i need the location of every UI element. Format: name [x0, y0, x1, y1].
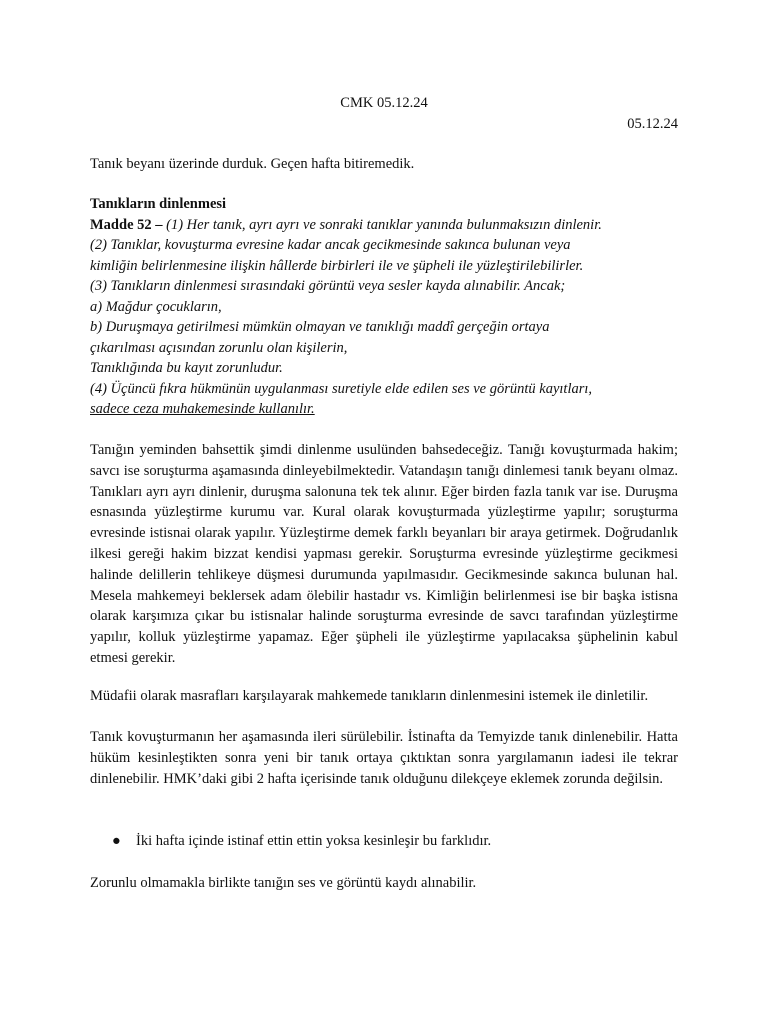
article-line-8: Tanıklığında bu kayıt zorunludur.	[90, 360, 283, 376]
article-line-7: çıkarılması açısından zorunlu olan kişilerin,	[90, 339, 348, 356]
article-line-4: (3) Tanıkların dinlenmesi sırasındaki görüntü veya sesler kayda alınabilir. Ancak;	[90, 278, 566, 294]
article-line-2: (2) Tanıklar, kovuşturma evresine kadar ancak gecikmesinde sakınca bulunan veya	[90, 237, 571, 253]
paragraph-witness-procedure: Tanığın yeminden bahsettik şimdi dinlenme usulünden bahsedeceğiz. Tanığı kovuşturmada hakim; savcı ise soruşturma aşamasında dinleyebilmektedir. Vatandaşın tanığı dinlemesi tanık beyanı olmaz. Tanıkları ayrı ayrı dinlenir, duruşma salonuna tek tek alınır. Eğer birden fazla tanık var ise. Duruşma esnasında yüzleştirme kurumu var. Kural olarak kovuşturmada yüzleştirme yapılır; soruşturma evresinde istisnai olarak yapılır. Yüzleştirme demek farklı beyanları bir araya getirmek. Doğrudanlık ilkesi gereği hakim bizzat kendisi yapması gerekir. Soruşturma evresinde yüzleştirme gecikmesi halinde delillerin tehlikeye düşmesi durumunda yapılmasıdır. Gecikmesinde sakınca bulunan hal. Mesela mahkemeyi beklersek adam ölebilir hastadır vs. Kimliğin belirlenmesi ise bir başka istisna olarak karşımıza çıkar bu istisnalar halinde soruşturma evresinde de savcı tarafından yüzleştirme yapılır, kolluk yüzleştirme yapamaz. Eğer şüpheli ile yüzleştirme yapılacaksa şüphelinin kabul etmesi gerekir.	[90, 442, 678, 666]
article-line-10: sadece ceza muhakemesinde kullanılır.	[90, 401, 315, 417]
article-heading: Tanıkların dinlenmesi	[90, 196, 227, 212]
article-line-9: (4) Üçüncü fıkra hükmünün uygulanması suretiyle elde edilen ses ve görüntü kayıtları,	[90, 380, 593, 397]
bullet-dot-icon: ●	[112, 833, 121, 849]
article-line-6: b) Duruşmaya getirilmesi mümkün olmayan ve tanıklığı maddî gerçeğin ortaya	[90, 319, 550, 335]
article-line-5: a) Mağdur çocukların,	[90, 298, 222, 315]
article-line-1	[90, 215, 678, 236]
intro-paragraph: Tanık beyanı üzerinde durduk. Geçen hafta bitiremedik.	[90, 156, 415, 172]
bullet-item	[112, 831, 678, 851]
madde-label: Madde 52 –	[90, 216, 163, 233]
paragraph-recording: Zorunlu olmamakla birlikte tanığın ses ve görüntü kaydı alınabilir.	[90, 875, 477, 891]
document-title: CMK 05.12.24	[340, 95, 428, 111]
bullet-text: İki hafta içinde istinaf ettin ettin yoksa kesinleşir bu farklıdır.	[136, 833, 492, 849]
paragraph-witness-stages: Tanık kovuşturmanın her aşamasında ileri sürülebilir. İstinafta da Temyizde tanık dinlenebilir. Hatta hüküm kesinleştikten sonra yeni bir tanık ortaya çıktıktan sonra yargılamanın iadesi ile tekrar dinlenebilir. HMK’daki gibi 2 hafta içerisinde tanık olduğunu dilekçeye eklemek zorunda değilsin.	[90, 729, 678, 787]
paragraph-defense-counsel: Müdafii olarak masrafları karşılayarak mahkemede tanıkların dinlenmesini istemek ile dinletilir.	[90, 688, 649, 704]
article-block	[90, 194, 678, 420]
article-line-3: kimliğin belirlenmesine ilişkin hâllerde birbirleri ile ve şüpheli ile yüzleştirilebilirler.	[90, 257, 584, 274]
article-line-1-text: (1) Her tanık, ayrı ayrı ve sonraki tanıklar yanında bulunmaksızın dinlenir.	[162, 216, 602, 233]
document-date: 05.12.24	[627, 116, 678, 132]
